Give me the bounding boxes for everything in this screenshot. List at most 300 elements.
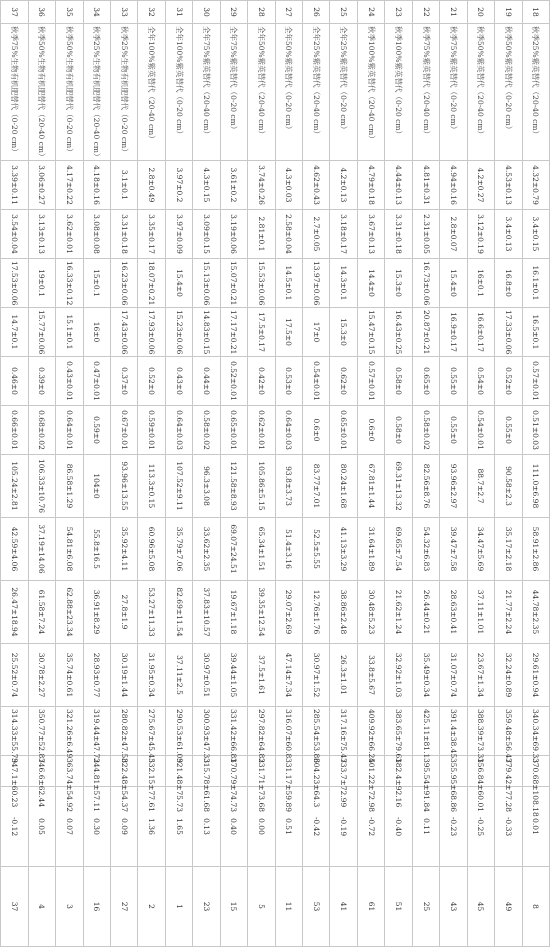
row-number-cell: 36 [28,1,55,24]
table-cell: 16±0 [83,308,110,357]
table-cell: 363.74±54.92 [56,756,83,787]
table-cell: 19±0.1 [28,259,55,308]
table-cell: 82.56±8.76 [412,455,439,518]
table-cell: 0.6±0 [357,406,384,455]
table-cell: 14.5±0.1 [275,259,302,308]
table-cell: 0.62±0 [330,357,357,406]
table-cell: 14.7±0.1 [1,308,29,357]
table-row [165,1,192,947]
table-cell: 15.4±0 [440,259,467,308]
table-cell: 331.17±59.89 [275,756,302,787]
table-cell: 2.7±0.05 [303,210,330,259]
table-cell: 69.31±13.32 [385,455,412,518]
table-cell: 30.78±2.27 [28,644,55,707]
table-cell: 55.8±16.5 [83,518,110,581]
table-cell: 2.81±0.1 [248,210,275,259]
table-cell: 17.17±0.21 [220,308,247,357]
table-cell: 16.23±0.06 [111,259,138,308]
table-cell: 322.48±54.37 [111,756,138,787]
table-cell: -0.33 [495,787,522,867]
table-cell: 11 [275,867,302,947]
table-cell: 346.6±62.44 [28,756,55,787]
treatment-cell: 全年75%紫英替代（0-20 cm） [220,24,247,161]
table-cell: 52.5±5.55 [303,518,330,581]
table-cell: 314.33±55.79 [1,707,29,756]
table-cell: 1.65 [165,787,192,867]
table-cell: 17.5±0 [275,308,302,357]
table-cell: 17.53±0.06 [1,259,29,308]
table-cell: 0.66±0.01 [1,406,29,455]
table-row [440,1,467,947]
table-cell: 2.31±0.05 [412,210,439,259]
table-cell: 3 [56,867,83,947]
table-cell: 0.58±0 [385,357,412,406]
row-number-cell: 32 [138,1,165,24]
row-number-cell: 35 [56,1,83,24]
table-cell: 54.81±6.08 [56,518,83,581]
table-cell: 0.52±0.01 [220,357,247,406]
table-cell: 0.11 [412,787,439,867]
table-cell: 113.3±0.15 [138,455,165,518]
table-cell: 32.92±1.03 [385,644,412,707]
treatment-cell: 全年100%紫英替代（20-40 cm） [138,24,165,161]
table-cell: 0.55±0 [440,357,467,406]
table-cell: 16.1±0.1 [522,259,549,308]
table-cell: 15.77±0.06 [28,308,55,357]
table-cell: 280.82±47.58 [111,707,138,756]
table-cell: 290.53±61.09 [165,707,192,756]
table-cell: 331.42±66.81 [220,707,247,756]
row-number-cell: 27 [275,1,302,24]
table-row [275,1,302,947]
table-cell: 27 [111,867,138,947]
table-cell: 35.17±2.18 [495,518,522,581]
table-cell: 3.35±0.17 [138,210,165,259]
table-cell: 297.82±64.82 [248,707,275,756]
table-cell: 21.62±1.24 [385,581,412,644]
table-cell: 104±0 [83,455,110,518]
table-cell: 41 [330,867,357,947]
table-row [303,1,330,947]
row-number-cell: 37 [1,1,29,24]
table-cell: 321.48±75.73 [165,756,192,787]
table-cell: 37.83±10.57 [193,581,220,644]
table-cell: 395.54±91.84 [412,756,439,787]
table-cell: 3.12±0.19 [467,210,494,259]
table-cell: 82.69±11.54 [165,581,192,644]
table-cell: 20.87±0.21 [412,308,439,357]
table-row [193,1,220,947]
table-cell: 331.71±73.68 [248,756,275,787]
table-cell: 0.54±0 [467,357,494,406]
table-cell: 0.58±0.02 [193,406,220,455]
table-cell: 0.59±0.01 [138,406,165,455]
row-number-cell: 18 [522,1,549,24]
table-cell: 105.24±2.81 [1,455,29,518]
table-cell: 285.54±53.86 [303,707,330,756]
row-number-cell: 24 [357,1,384,24]
table-cell: 1 [165,867,192,947]
table-row [495,1,522,947]
table-cell: 15.1±0.1 [56,308,83,357]
table-cell: 0.54±0.01 [303,357,330,406]
table-cell: 3.18±0.17 [330,210,357,259]
table-row [56,1,83,947]
table-cell: 383.65±79.61 [385,707,412,756]
table-row [385,1,412,947]
table-row [412,1,439,947]
table-cell: 23.67±1.34 [467,644,494,707]
table-cell: 344.81±57.11 [83,756,110,787]
table-cell: 3.54±0.04 [1,210,29,259]
table-cell: 105.86±5.15 [248,455,275,518]
table-cell: 347.1±60.23 [1,756,29,787]
table-cell: 370.68±108.18 [522,756,549,787]
table-cell: 67.81±1.44 [357,455,384,518]
table-cell: 121.58±8.93 [220,455,247,518]
table-cell: 25.52±0.74 [1,644,29,707]
row-number-cell: 19 [495,1,522,24]
table-cell: 2.58±0.04 [275,210,302,259]
table-cell: 4.18±0.16 [83,161,110,210]
table-cell: 0.00 [248,787,275,867]
treatment-cell: 全年25%紫英替代（0-20 cm） [330,24,357,161]
treatment-cell: 秋季100%紫英替代（20-40 cm） [357,24,384,161]
table-cell: 0.57±0.01 [522,357,549,406]
table-cell: 51 [385,867,412,947]
table-cell: 0.01 [522,787,549,867]
table-cell: 0.05 [28,787,55,867]
table-row [220,1,247,947]
table-cell: 30.97±0.51 [193,644,220,707]
table-cell: 3.62±0.01 [56,210,83,259]
table-cell: 34.47±5.69 [467,518,494,581]
row-number-cell: 33 [111,1,138,24]
table-cell: 107.52±9.11 [165,455,192,518]
table-cell: 12.76±1.76 [303,581,330,644]
table-cell: 53 [303,867,330,947]
table-cell: 5 [248,867,275,947]
treatment-cell: 秋季50%紫英替代（0-20 cm） [495,24,522,161]
table-cell: 0.55±0 [440,406,467,455]
treatment-cell: 秋季50%紫英替代（20-40 cm） [467,24,494,161]
table-cell: 17±0 [303,308,330,357]
table-cell: 29.07±2.69 [275,581,302,644]
table-cell: 0.54±0.01 [467,406,494,455]
table-cell: 4.81±0.31 [412,161,439,210]
table-cell: 401.22±72.98 [357,756,384,787]
table-cell: 45 [467,867,494,947]
table-cell: 39.47±7.58 [440,518,467,581]
table-cell: 3.31±0.18 [111,210,138,259]
table-cell: 90.58±2.3 [495,455,522,518]
table-cell: 0.58±0 [385,406,412,455]
table-cell: 15.3±0 [385,259,412,308]
treatment-cell: 全年100%紫英替代（0-20 cm） [165,24,192,161]
table-cell: 16.6±0.17 [467,308,494,357]
table-cell: 53.27±11.33 [138,581,165,644]
table-cell: 30.19±1.44 [111,644,138,707]
table-cell: 37 [1,867,29,947]
table-cell: 3.13±0.13 [28,210,55,259]
table-cell: 316.07±60.8 [275,707,302,756]
table-cell: 391.4±38.45 [440,707,467,756]
table-cell: 3.08±0.08 [83,210,110,259]
table-cell: 15.3±0 [330,308,357,357]
table-cell: 16.43±0.25 [385,308,412,357]
table-cell: 356.84±60.01 [467,756,494,787]
table-cell: 15.53±0.06 [248,259,275,308]
table-cell: 3.1±0.1 [111,161,138,210]
table-cell: 3.09±0.15 [193,210,220,259]
table-cell: 83.77±7.01 [303,455,330,518]
table-cell: 1.36 [138,787,165,867]
table-cell: -0.72 [357,787,384,867]
table-cell: 0.65±0.01 [220,406,247,455]
table-row [357,1,384,947]
table-cell: 4 [28,867,55,947]
table-cell: 61.58±7.24 [28,581,55,644]
table-cell: 47.14±7.34 [275,644,302,707]
table-cell: 0.30 [83,787,110,867]
table-cell: 0.09 [111,787,138,867]
table-cell: 96.3±3.08 [193,455,220,518]
table-cell: 333.7±72.99 [330,756,357,787]
table-cell: 4.44±0.13 [385,161,412,210]
treatment-cell: 秋季100%紫英替代（0-20 cm） [385,24,412,161]
table-cell: 15.07±0.21 [220,259,247,308]
table-cell: 350.77±52.87 [28,707,55,756]
table-cell: 3.4±0.13 [495,210,522,259]
table-cell: 4.3±0.15 [193,161,220,210]
table-cell: 15.47±0.15 [357,308,384,357]
table-cell: 36.91±8.29 [83,581,110,644]
table-cell: 0.42±0 [248,357,275,406]
table-cell: 16.5±0.1 [522,308,549,357]
table-cell: 4.2±0.13 [330,161,357,210]
table-cell: 2.8±0.49 [138,161,165,210]
treatment-cell: 秋季50%生物有机肥替代（0-20 cm） [56,24,83,161]
table-cell: 0.62±0.01 [248,406,275,455]
table-cell: 43 [440,867,467,947]
table-cell: 4.2±0.27 [467,161,494,210]
table-cell: 0.64±0.03 [165,406,192,455]
table-cell: 30.97±1.52 [303,644,330,707]
table-cell: 3.74±0.26 [248,161,275,210]
treatment-cell: 秋季75%紫英替代（0-20 cm） [440,24,467,161]
table-cell: 39.35±12.54 [248,581,275,644]
table-cell: 16.33±0.12 [56,259,83,308]
row-number-cell: 20 [467,1,494,24]
row-number-cell: 31 [165,1,192,24]
table-cell: 69.65±7.54 [385,518,412,581]
table-cell: 4.3±0.03 [275,161,302,210]
table-cell: 31.07±0.74 [440,644,467,707]
table-cell: 93.8±3.73 [275,455,302,518]
table-cell: 35.79±7.06 [165,518,192,581]
table-cell: 0.64±0.03 [275,406,302,455]
table-cell: 0.59±0 [83,406,110,455]
table-cell: 0.67±0.01 [111,406,138,455]
table-cell: 4.17±0.22 [56,161,83,210]
table-cell: -0.40 [385,787,412,867]
table-row [467,1,494,947]
table-cell: 13.97±0.06 [303,259,330,308]
table-cell: 0.58±0.02 [412,406,439,455]
table-cell: 0.68±0.02 [28,406,55,455]
table-cell: 41.13±3.29 [330,518,357,581]
table-cell: 31.95±0.34 [138,644,165,707]
table-cell: 58.91±2.86 [522,518,549,581]
treatment-cell: 全年50%紫英替代（0-20 cm） [275,24,302,161]
table-cell: 340.34±69.33 [522,707,549,756]
table-cell: 3.97±0.2 [165,161,192,210]
table-row [28,1,55,947]
table-cell: 39.44±1.05 [220,644,247,707]
table-row [248,1,275,947]
row-number-cell: 21 [440,1,467,24]
table-cell: 31.64±1.89 [357,518,384,581]
table-cell: 0.39±0 [28,357,55,406]
table-cell: 425.11±81.1 [412,707,439,756]
table-cell: 4.32±0.79 [522,161,549,210]
treatment-cell: 秋季25%紫英替代（20-40 cm） [522,24,549,161]
treatment-cell: 全年25%紫英替代（20-40 cm） [303,24,330,161]
table-cell: 26.44±0.21 [412,581,439,644]
table-cell: 16.9±0.17 [440,308,467,357]
table-cell: 23 [193,867,220,947]
table-cell: 30.48±5.23 [357,581,384,644]
table-cell: 317.16±75.47 [330,707,357,756]
table-cell: 275.67±45.45 [138,707,165,756]
table-cell: 382.4±92.16 [385,756,412,787]
table-cell: -0.42 [303,787,330,867]
table-cell: 15.4±0 [165,259,192,308]
table-cell: 44.78±2.35 [522,581,549,644]
table-cell: 0.07 [56,787,83,867]
table-cell: 17.43±0.06 [111,308,138,357]
treatment-cell: 秋季25%生物有机肥替代（0-20 cm） [111,24,138,161]
table-cell: 0.64±0.01 [56,406,83,455]
treatment-cell: 秋季75%紫英替代（20-40 cm） [412,24,439,161]
table-cell: 28.63±0.41 [440,581,467,644]
table-cell: 315.78±61.68 [193,756,220,787]
table-cell: 35.92±4.11 [111,518,138,581]
table-cell: 370.79±74.73 [220,756,247,787]
table-cell: 54.32±6.83 [412,518,439,581]
table-cell: 4.79±0.18 [357,161,384,210]
table-cell: 33.8±5.67 [357,644,384,707]
table-cell: 0.43±0.01 [56,357,83,406]
table-cell: 111.0±6.98 [522,455,549,518]
table-cell: 60.96±5.08 [138,518,165,581]
table-cell: 16.8±0 [495,259,522,308]
table-cell: 18.07±0.21 [138,259,165,308]
table-cell: 38.86±2.48 [330,581,357,644]
table-cell: 2.8±0.07 [440,210,467,259]
table-cell: 14.83±0.15 [193,308,220,357]
table-cell: 3.97±0.09 [165,210,192,259]
row-number-cell: 28 [248,1,275,24]
table-cell: 15.23±0.06 [165,308,192,357]
table-cell: -0.19 [330,787,357,867]
table-cell: 321.26±6.49 [56,707,83,756]
table-cell: 3.06±0.27 [28,161,55,210]
table-cell: 14.3±0.1 [330,259,357,308]
table-cell: -0.23 [440,787,467,867]
table-cell: 0.47±0.01 [83,357,110,406]
table-cell: 69.07±24.51 [220,518,247,581]
table-cell: 37.19±14.06 [28,518,55,581]
table-cell: 0.51±0.03 [522,406,549,455]
table-cell: 37.11±1.01 [467,581,494,644]
table-cell: 29.61±0.94 [522,644,549,707]
table-cell: -0.25 [467,787,494,867]
row-number-cell: 22 [412,1,439,24]
table-cell: 0.43±0 [165,357,192,406]
table-cell: 0.52±0 [138,357,165,406]
table-cell: 49 [495,867,522,947]
table-cell: 33.62±2.35 [193,518,220,581]
table-cell: 21.77±2.24 [495,581,522,644]
table-cell: 15.13±0.06 [193,259,220,308]
table-cell: 409.92±66.25 [357,707,384,756]
treatment-cell: 秋季50%生物有机肥替代（20-40 cm） [28,24,55,161]
table-cell: 0.46±0 [1,357,29,406]
table-cell: 0.57±0.01 [357,357,384,406]
table-cell: 14.4±0 [357,259,384,308]
table-cell: 3.39±0.11 [1,161,29,210]
table-row [330,1,357,947]
table-cell: 15±0.1 [83,259,110,308]
table-cell: 8 [522,867,549,947]
table-cell: 3.61±0.2 [220,161,247,210]
row-number-cell: 23 [385,1,412,24]
table-cell: 332.15±77.61 [138,756,165,787]
table-row [111,1,138,947]
table-cell: 0.44±0 [193,357,220,406]
table-cell: 88.7±2.7 [467,455,494,518]
table-cell: 0.6±0 [303,406,330,455]
table-cell: 51.4±3.16 [275,518,302,581]
table-cell: 16±0.1 [467,259,494,308]
table-cell: 388.39±73.31 [467,707,494,756]
table-cell: 62.88±23.34 [56,581,83,644]
table-row [138,1,165,947]
table-cell: 26.3±1.01 [330,644,357,707]
table-cell: 17.33±0.06 [495,308,522,357]
treatment-cell: 秋季75%生物有机肥替代（0-20 cm） [1,24,29,161]
table-cell: 0.52±0 [495,357,522,406]
table-cell: 27.8±1.9 [111,581,138,644]
row-number-cell: 25 [330,1,357,24]
treatment-cell: 全年50%紫英替代（20-40 cm） [248,24,275,161]
table-cell: 3.4±0.15 [522,210,549,259]
table-cell: 0.53±0 [275,357,302,406]
table-cell: 86.58±1.29 [56,455,83,518]
table-cell: 65.34±1.51 [248,518,275,581]
table-cell: 4.53±0.13 [495,161,522,210]
table-cell: 304.23±64.3 [303,756,330,787]
table-cell: 0.55±0 [495,406,522,455]
table-cell: 0.65±0 [412,357,439,406]
table-cell: 35.49±0.34 [412,644,439,707]
table-cell: 42.59±4.06 [1,518,29,581]
table-cell: 61 [357,867,384,947]
table-body [1,1,550,947]
table-cell: 25 [412,867,439,947]
table-row [522,1,549,947]
